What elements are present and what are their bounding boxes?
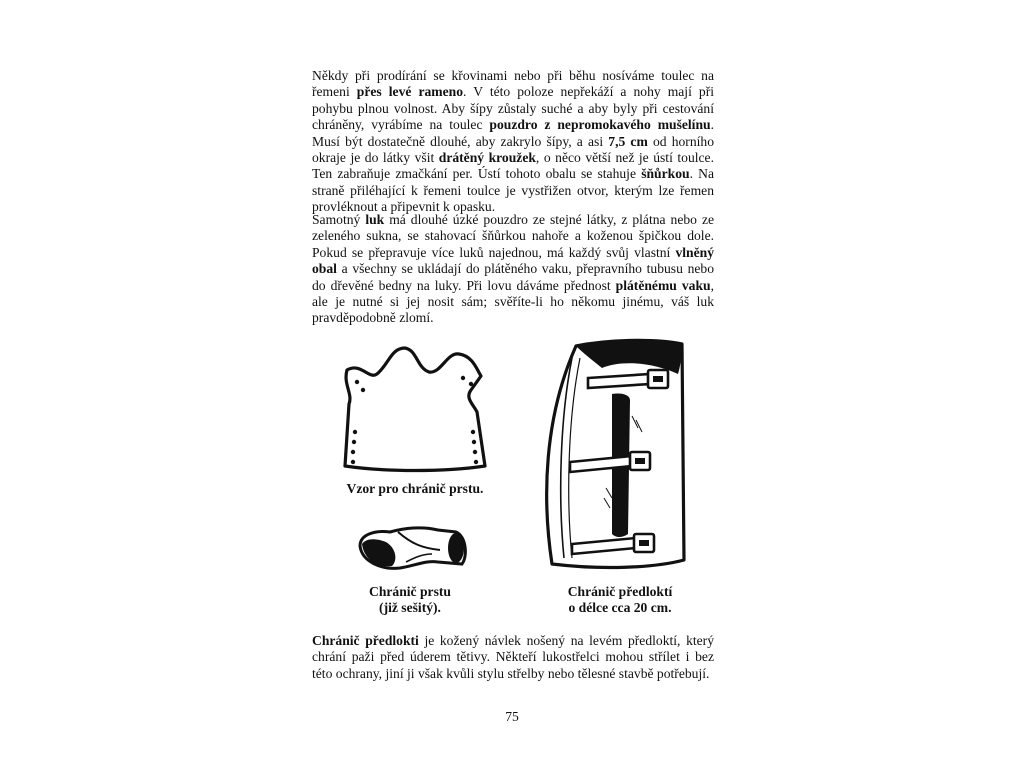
finger-guard-pattern-illustration <box>335 340 495 475</box>
caption-pattern <box>320 481 510 497</box>
text-run: Samotný <box>312 212 366 227</box>
caption-text: Vzor pro chránič prstu. <box>346 481 484 496</box>
bold-term: šňůrkou <box>641 166 690 182</box>
text-run: má dlouhé úzké pouzdro ze stejné látky, z plátna nebo ze zeleného sukna, se stahovací šňůrkou nahoře a koženou špičkou dole. Pokud se přepravuje více luků najednou, má každý svůj vlastní <box>312 212 715 260</box>
text-run: , o něco větší než je ústí toulce. Ten zabraňuje zmačkání per. Ústí tohoto obalu se stahuje <box>312 150 714 182</box>
text-run: . Na straně přiléhající k řemeni toulce je vystřižen otvor, kterým lze řemen provléknout a připevnit k opasku. <box>312 166 714 215</box>
bold-term: 7,5 cm <box>608 133 648 149</box>
paragraph-text <box>312 68 714 216</box>
paragraph-forearm-guard <box>312 633 714 682</box>
text-run: . V této poloze nepřekáží a nohy mají při pohybu plnou volnost. Aby šípy zůstaly suché a aby byly při cestování chráněny, vyrábíme na toulec <box>312 84 715 133</box>
caption-line: o délce cca 20 cm. <box>568 600 672 615</box>
bold-term: vlněný obal <box>312 244 714 277</box>
text-run: . Musí být dostatečně dlouhé, aby zakrylo šípy, a asi <box>312 117 714 149</box>
paragraph-text <box>312 633 714 682</box>
paragraph-quiver-cover <box>312 68 714 216</box>
caption-line: (již sešitý). <box>379 600 441 615</box>
caption-forearm-guard <box>530 584 710 616</box>
bold-term: přes levé rameno <box>356 84 463 100</box>
paragraph-bow-cover <box>312 212 714 327</box>
page-number: 75 <box>505 709 519 724</box>
caption-line: Chránič prstu <box>369 584 451 599</box>
text-run: je kožený návlek nošený na levém předloktí, který chrání paži před úderem tětivy. Někteří lukostřelci mohou střílet i bez této ochrany, jiní ji však kvůli stylu střelby nebo tělesné stavbě potřebují. <box>312 633 715 681</box>
text-run: od horního okraje je do látky všit <box>312 133 714 166</box>
forearm-guard-illustration <box>532 338 692 573</box>
paragraph-text <box>312 212 714 327</box>
text-run: , ale je nutné si jej nosit sám; svěříte-li ho někomu jinému, váš luk pravděpodobně zlomí. <box>312 277 714 326</box>
bold-term: drátěný kroužek <box>438 150 536 166</box>
bold-term: plátěnému vaku <box>615 277 711 293</box>
text-run: a všechny se ukládají do plátěného vaku, přepravního tubusu nebo do dřevěné bedny na luky. Při lovu dáváme přednost <box>312 261 714 293</box>
bold-term: pouzdro z nepromokavého mušelínu <box>489 117 711 133</box>
caption-finger-guard <box>330 584 490 616</box>
caption-line: Chránič předloktí <box>567 584 673 599</box>
bold-term: Chránič předlokti <box>312 633 419 648</box>
text-run: Někdy při prodírání se křovinami nebo při běhu nosíváme toulec na řemeni <box>312 68 714 100</box>
sewn-finger-guard-illustration <box>352 518 472 573</box>
bold-term: luk <box>365 212 385 227</box>
